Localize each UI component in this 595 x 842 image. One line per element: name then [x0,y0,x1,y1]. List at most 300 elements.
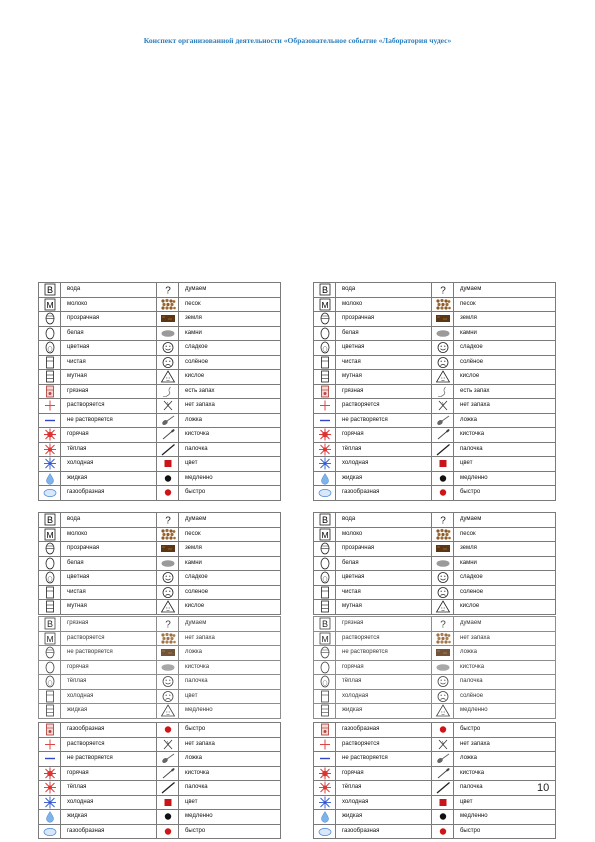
symbol-cell [39,283,61,298]
brush-icon [160,767,176,780]
symbol-cell [39,312,61,327]
symbol-cell [314,781,336,796]
meaning-cell: грязная [61,384,157,399]
question-mark-icon [160,283,176,296]
meaning-cell: тёплая [336,675,432,690]
meaning-cell: чистая [61,585,157,600]
symbol-cell [432,737,454,752]
white-oval-icon [317,557,333,570]
meaning-cell: ложка [179,413,281,428]
meaning-cell: палочка [179,675,281,690]
meaning-cell: чистая [336,355,432,370]
meaning-cell: жидкая [336,704,432,719]
table-row [314,283,556,298]
colored-oval-icon [42,341,58,354]
symbol-cell [314,617,336,632]
meaning-cell: думаем [179,513,281,528]
clear-oval-icon [42,312,58,325]
meaning-cell: нет запаха [454,399,556,414]
table-row [39,326,281,341]
symbol-cell [432,471,454,486]
sad-face-icon [160,690,176,703]
red-dot-icon [435,723,451,736]
table-row [314,617,556,632]
symbol-table [38,512,281,615]
table-row [314,442,556,457]
meaning-cell: тёплая [336,781,432,796]
symbol-cell [157,600,179,615]
plus-icon [42,399,58,412]
table-row [39,824,281,839]
minus-icon [317,752,333,765]
symbol-cell [157,413,179,428]
smiley-icon [435,341,451,354]
svg-text:?: ? [439,515,446,527]
clear-oval-icon [42,646,58,659]
meaning-cell: быстро [179,486,281,501]
meaning-cell: кислое [454,370,556,385]
meaning-cell: камни [454,556,556,571]
table-row [39,571,281,586]
meaning-cell: ложка [454,646,556,661]
clear-oval-icon [317,312,333,325]
meaning-cell: камни [454,326,556,341]
meaning-cell: тёплая [61,781,157,796]
table-row [314,810,556,825]
warm-star-icon [317,781,333,794]
symbol-cell [157,795,179,810]
symbol-cell [157,486,179,501]
triangle-face-icon [160,370,176,383]
symbol-cell [157,399,179,414]
symbol-cell [314,795,336,810]
meaning-cell: молоко [336,297,432,312]
meaning-cell: тёплая [336,442,432,457]
warm-star-icon [42,443,58,456]
symbol-cell [314,384,336,399]
meaning-cell: думаем [179,283,281,298]
symbol-cell [39,384,61,399]
hot-star-icon [42,767,58,780]
table-row [39,297,281,312]
table-row [314,675,556,690]
stone-gray-icon [160,661,176,674]
meaning-cell: газообразная [61,723,157,738]
symbol-cell [432,675,454,690]
table-row [314,781,556,796]
meaning-cell: медленно [179,471,281,486]
meaning-cell: холодная [336,689,432,704]
meaning-cell: цветная [61,571,157,586]
table-row [39,283,281,298]
red-dot-icon [160,825,176,838]
letter-m-box-icon [317,632,333,645]
symbol-cell [432,723,454,738]
meaning-cell: земля [454,542,556,557]
drop-icon [317,472,333,485]
colored-oval-icon [42,571,58,584]
muddy-glass-icon [317,704,333,717]
clean-glass-icon [42,356,58,369]
question-mark-icon [160,617,176,630]
meaning-cell: медленно [179,704,281,719]
symbol-cell [314,312,336,327]
symbol-cell [39,355,61,370]
table-row [39,737,281,752]
table-row [39,413,281,428]
symbol-cell [157,384,179,399]
meaning-cell: быстро [454,824,556,839]
meaning-cell: прозрачная [61,542,157,557]
symbol-cell [39,810,61,825]
svg-text:М: М [320,299,329,310]
symbol-cell [39,399,61,414]
symbol-cell [39,326,61,341]
cloud-oval-icon [42,825,58,838]
symbol-cell [314,413,336,428]
svg-text:М: М [45,529,54,540]
meaning-cell: не растворяется [61,646,157,661]
minus-icon [42,414,58,427]
table-row [314,737,556,752]
symbol-cell [314,571,336,586]
smell-lines-icon [435,385,451,398]
hot-star-icon [42,428,58,441]
drop-icon [317,810,333,823]
symbol-cell [157,631,179,646]
meaning-cell: быстро [454,723,556,738]
meaning-cell: мутная [61,600,157,615]
black-dot-icon [160,472,176,485]
symbol-table [313,512,556,615]
stone-gray-icon [435,661,451,674]
clean-glass-icon [317,690,333,703]
symbol-cell [432,704,454,719]
meaning-cell: жидкая [336,810,432,825]
meaning-cell: камни [179,556,281,571]
meaning-cell: кисточка [454,766,556,781]
symbol-cell [157,571,179,586]
symbol-cell [432,689,454,704]
table-row [314,600,556,615]
stone-gray-icon [160,557,176,570]
meaning-cell: белая [61,556,157,571]
symbol-cell [432,527,454,542]
symbol-cell [39,527,61,542]
meaning-cell: нет запаха [454,631,556,646]
meaning-cell: жидкая [61,471,157,486]
plus-icon [317,399,333,412]
table-row [314,428,556,443]
meaning-cell: тёплая [61,442,157,457]
meaning-cell: медленно [179,810,281,825]
symbol-cell [157,283,179,298]
symbol-cell [314,471,336,486]
table-row [39,486,281,501]
soil-brown-icon [160,542,176,555]
table-row [39,600,281,615]
symbol-cell [39,486,61,501]
meaning-cell: растворяется [61,399,157,414]
table-row [314,457,556,472]
soil-brown-icon [160,312,176,325]
sand-dots-icon [435,298,451,311]
meaning-cell: чистая [336,585,432,600]
meaning-cell: растворяется [336,399,432,414]
symbol-cell [314,297,336,312]
svg-text:М: М [45,299,54,310]
meaning-cell: думаем [179,617,281,632]
meaning-cell: газообразная [336,824,432,839]
table-row [39,542,281,557]
meaning-cell: газообразная [61,824,157,839]
symbol-cell [432,355,454,370]
table-row [39,752,281,767]
table-row [39,617,281,632]
white-oval-icon [42,661,58,674]
symbol-cell [39,737,61,752]
symbol-cell [432,283,454,298]
meaning-cell: не растворяется [61,413,157,428]
meaning-cell: горячая [336,766,432,781]
question-mark-icon [435,617,451,630]
table-row [314,795,556,810]
symbol-cell [157,704,179,719]
symbol-cell [314,660,336,675]
letter-v-box-icon [317,617,333,630]
symbol-cell [432,513,454,528]
meaning-cell: соленое [179,585,281,600]
symbol-cell [314,585,336,600]
meaning-cell: кисточка [179,766,281,781]
white-oval-icon [317,661,333,674]
table-row [39,766,281,781]
colored-oval-icon [317,675,333,688]
meaning-cell: цветная [336,571,432,586]
meaning-cell: белая [336,326,432,341]
stick-icon [160,443,176,456]
meaning-cell: песок [454,297,556,312]
meaning-cell: сладкое [179,341,281,356]
meaning-cell: прозрачная [61,312,157,327]
symbol-cell [432,571,454,586]
meaning-cell: кисточка [179,428,281,443]
table-row [314,704,556,719]
white-oval-icon [42,327,58,340]
sand-dots-icon [435,632,451,645]
symbol-cell [314,283,336,298]
meaning-cell: жидкая [61,810,157,825]
svg-text:М: М [320,529,329,540]
symbol-cell [157,312,179,327]
table-row [314,542,556,557]
meaning-cell: молоко [61,297,157,312]
table-row [39,723,281,738]
table-row [39,442,281,457]
letter-v-box-icon [42,513,58,526]
symbol-table [313,616,556,719]
meaning-cell: медленно [454,810,556,825]
table-row [39,457,281,472]
meaning-cell: горячая [61,428,157,443]
question-mark-icon [435,283,451,296]
meaning-cell: цвет [179,457,281,472]
meaning-cell: палочка [179,781,281,796]
symbol-cell [39,689,61,704]
clear-oval-icon [42,542,58,555]
meaning-cell: солёное [179,355,281,370]
table-row [39,341,281,356]
svg-text:?: ? [439,285,446,297]
table-row [314,723,556,738]
symbol-cell [39,542,61,557]
symbol-table [38,282,281,501]
symbol-cell [157,585,179,600]
table-row [39,399,281,414]
meaning-cell: горячая [336,428,432,443]
table-row [39,527,281,542]
symbol-cell [39,704,61,719]
clean-glass-icon [317,356,333,369]
symbol-cell [432,442,454,457]
table-row [39,312,281,327]
meaning-cell: быстро [179,723,281,738]
meaning-cell: палочка [454,781,556,796]
symbol-cell [157,341,179,356]
symbol-cell [314,631,336,646]
meaning-cell: кислое [179,600,281,615]
symbol-cell [39,675,61,690]
meaning-cell: нет запаха [454,737,556,752]
letter-v-box-icon [317,283,333,296]
symbol-cell [39,795,61,810]
symbol-cell [39,646,61,661]
symbol-cell [39,556,61,571]
meaning-cell: молоко [336,527,432,542]
table-row [39,704,281,719]
meaning-cell: палочка [454,675,556,690]
stick-icon [435,443,451,456]
svg-text:В: В [46,619,53,630]
meaning-cell: растворяется [61,737,157,752]
table-row [314,766,556,781]
letter-m-box-icon [317,298,333,311]
symbol-cell [314,737,336,752]
meaning-cell: ложка [179,752,281,767]
soil-brown-icon [435,312,451,325]
letter-v-box-icon [42,283,58,296]
table-row [314,399,556,414]
meaning-cell: холодная [61,795,157,810]
black-dot-icon [435,810,451,823]
meaning-cell: сладкое [179,571,281,586]
symbol-cell [157,556,179,571]
symbol-table [313,722,556,839]
table-row [39,556,281,571]
svg-text:В: В [321,515,328,526]
stone-gray-icon [435,327,451,340]
table-row [314,556,556,571]
symbol-cell [314,542,336,557]
symbol-cell [314,326,336,341]
meaning-cell: палочка [454,442,556,457]
table-row [39,689,281,704]
dirty-glass-icon [42,723,58,736]
symbol-cell [39,297,61,312]
symbol-cell [157,428,179,443]
muddy-glass-icon [42,704,58,717]
brush-icon [435,767,451,780]
plus-icon [42,738,58,751]
red-square-icon [435,457,451,470]
symbol-cell [39,585,61,600]
table-row [314,341,556,356]
crossed-lines-icon [160,738,176,751]
meaning-cell: ложка [454,413,556,428]
smiley-icon [160,675,176,688]
meaning-cell: жидкая [61,704,157,719]
spoon-icon [435,752,451,765]
meaning-cell: белая [336,556,432,571]
spoon-icon [160,414,176,427]
symbol-cell [432,631,454,646]
triangle-face-icon [160,704,176,717]
symbol-cell [157,513,179,528]
symbol-cell [432,413,454,428]
meaning-cell: цвет [454,457,556,472]
symbol-cell [314,824,336,839]
symbol-cell [157,689,179,704]
meaning-cell: холодная [61,689,157,704]
symbol-cell [39,631,61,646]
meaning-cell: сладкое [454,341,556,356]
smiley-icon [435,571,451,584]
soil-brown-icon [160,646,176,659]
symbol-cell [39,766,61,781]
symbol-cell [157,527,179,542]
brush-icon [435,428,451,441]
sand-dots-icon [435,528,451,541]
muddy-glass-icon [42,600,58,613]
symbol-cell [432,326,454,341]
stone-gray-icon [435,557,451,570]
meaning-cell: растворяется [61,631,157,646]
symbol-cell [432,752,454,767]
smell-lines-icon [160,385,176,398]
meaning-cell: холодная [336,457,432,472]
symbol-cell [432,341,454,356]
meaning-cell: тёплая [61,675,157,690]
symbol-cell [39,600,61,615]
meaning-cell: кислое [179,370,281,385]
table-row [314,326,556,341]
svg-text:В: В [46,285,53,296]
drop-icon [42,810,58,823]
black-dot-icon [435,472,451,485]
meaning-cell: грязная [336,384,432,399]
svg-text:?: ? [439,619,446,631]
symbol-cell [314,556,336,571]
meaning-cell: есть запах [454,384,556,399]
meaning-cell: думаем [454,513,556,528]
meaning-cell: газообразная [336,723,432,738]
meaning-cell: чистая [61,355,157,370]
symbol-cell [39,428,61,443]
meaning-cell: белая [61,326,157,341]
meaning-cell: горячая [61,766,157,781]
smiley-icon [435,675,451,688]
meaning-cell: горячая [336,660,432,675]
